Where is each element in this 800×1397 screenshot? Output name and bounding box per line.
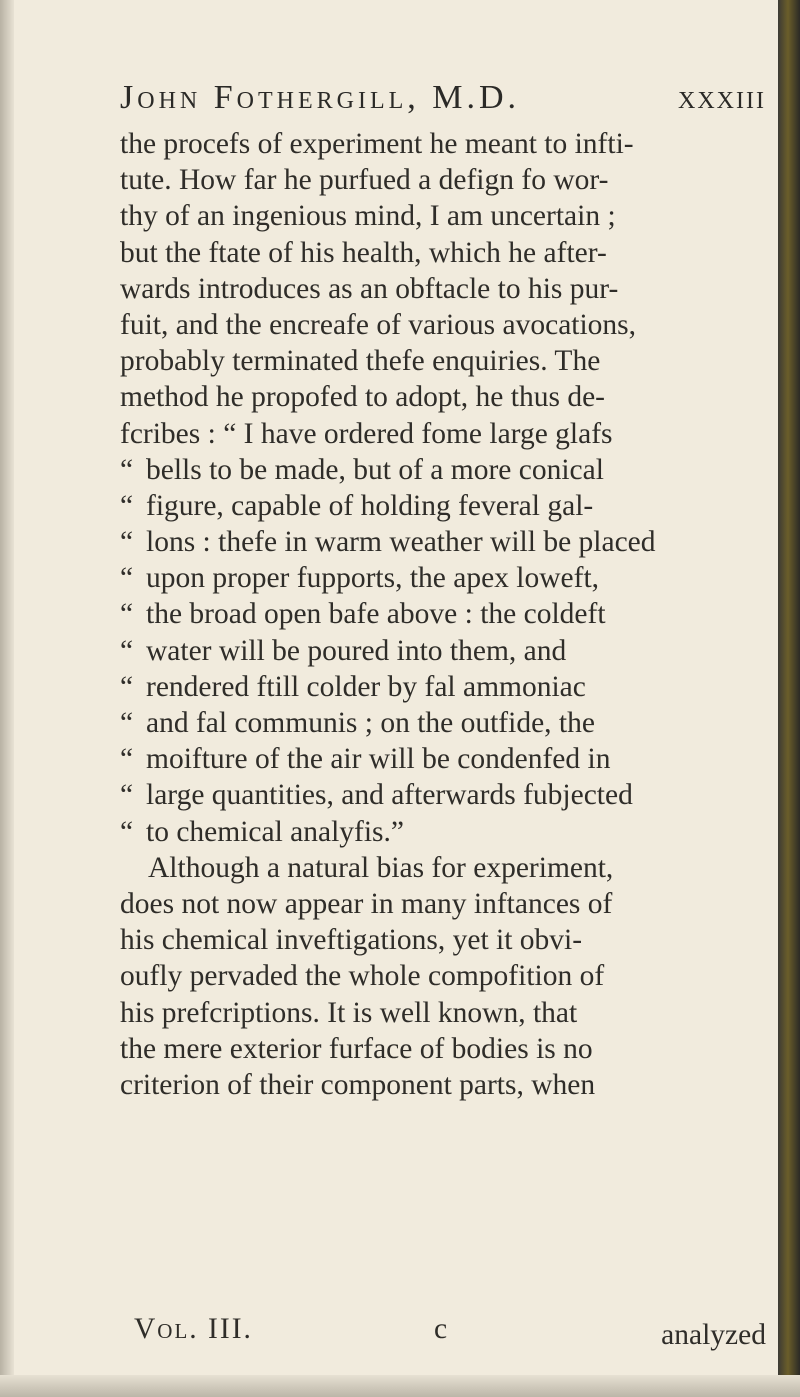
line-text: to chemical analyfis.” [146, 815, 405, 848]
line-text: but the ftate of his health, which he after- [120, 236, 607, 269]
text-line [120, 235, 766, 271]
line-text: the broad open bafe above : the coldeft [146, 598, 606, 631]
quote-mark: “ [120, 779, 134, 812]
line-text: rendered ftill colder by fal ammoniac [146, 670, 586, 703]
line-text: tute. How far he purfued a defign fo wor- [120, 164, 609, 197]
gutter-shadow [0, 0, 14, 1397]
text-line [120, 958, 766, 994]
text-line [120, 886, 766, 922]
quote-mark: “ [120, 743, 134, 776]
page-footer [134, 1311, 766, 1351]
line-text: figure, capable of holding feveral gal- [146, 489, 594, 522]
catchword: analyzed [661, 1319, 766, 1351]
quote-mark: “ [120, 815, 134, 848]
quote-mark: “ [120, 634, 134, 667]
line-text: moifture of the air will be condenfed in [146, 743, 611, 776]
text-line [120, 741, 766, 777]
line-text: fcribes : “ I have ordered fome large glafs [120, 417, 613, 450]
text-line [120, 126, 766, 162]
text-line [120, 560, 766, 596]
text-line [120, 669, 766, 705]
line-text: large quantities, and afterwards fubjected [146, 779, 633, 812]
text-line [120, 271, 766, 307]
text-line [120, 379, 766, 415]
line-text: Although a natural bias for experiment, [148, 851, 614, 884]
text-line [120, 596, 766, 632]
line-text: fuit, and the encreafe of various avocations, [120, 308, 637, 341]
quote-mark: “ [120, 670, 134, 703]
text-line [120, 198, 766, 234]
text-line [120, 1031, 766, 1067]
page-edge [778, 0, 800, 1397]
text-line [120, 922, 766, 958]
text-line [120, 162, 766, 198]
text-line [120, 343, 766, 379]
line-text: oufly pervaded the whole compofition of [120, 960, 605, 993]
text-line [120, 524, 766, 560]
quote-mark: “ [120, 489, 134, 522]
line-text: lons : thefe in warm weather will be placed [146, 526, 656, 559]
quote-mark: “ [120, 453, 134, 486]
signature-mark: c [434, 1313, 448, 1345]
text-line [120, 307, 766, 343]
page-number: xxxiii [678, 79, 766, 116]
line-text: upon proper fupports, the apex loweft, [146, 562, 600, 595]
line-text: bells to be made, but of a more conical [146, 453, 604, 486]
running-head-title: John Fothergill, M.D. [120, 79, 521, 116]
text-line [120, 814, 766, 850]
text-line [120, 850, 766, 886]
bottom-margin-shadow [0, 1375, 800, 1397]
text-line [120, 705, 766, 741]
line-text: the procefs of experiment he meant to infti- [120, 128, 634, 160]
line-text: his chemical inveftigations, yet it obvi- [120, 924, 583, 957]
volume-label: Vol. III. [134, 1313, 253, 1345]
line-text: the mere exterior furface of bodies is no [120, 1032, 593, 1065]
running-head [120, 76, 766, 120]
line-text: thy of an ingenious mind, I am uncertain ; [120, 200, 616, 233]
text-line [120, 633, 766, 669]
line-text: wards introduces as an obftacle to his pur- [120, 272, 619, 305]
line-text: method he propofed to adopt, he thus de- [120, 381, 605, 414]
body-text [120, 126, 766, 1103]
line-text: probably terminated thefe enquiries. The [120, 345, 601, 378]
text-line [120, 995, 766, 1031]
text-line [120, 777, 766, 813]
quote-mark: “ [120, 562, 134, 595]
quote-mark: “ [120, 707, 134, 739]
text-line [120, 488, 766, 524]
text-line [120, 1067, 766, 1103]
line-text: does not now appear in many inftances of [120, 887, 613, 920]
line-text: his prefcriptions. It is well known, that [120, 996, 578, 1029]
line-text: water will be poured into them, and [146, 634, 567, 667]
quote-mark: “ [120, 526, 134, 559]
text-line [120, 452, 766, 488]
line-text: criterion of their component parts, when [120, 1068, 596, 1101]
quote-mark: “ [120, 598, 134, 631]
line-text: and fal communis ; on the outfide, the [146, 707, 595, 739]
text-line [120, 416, 766, 452]
